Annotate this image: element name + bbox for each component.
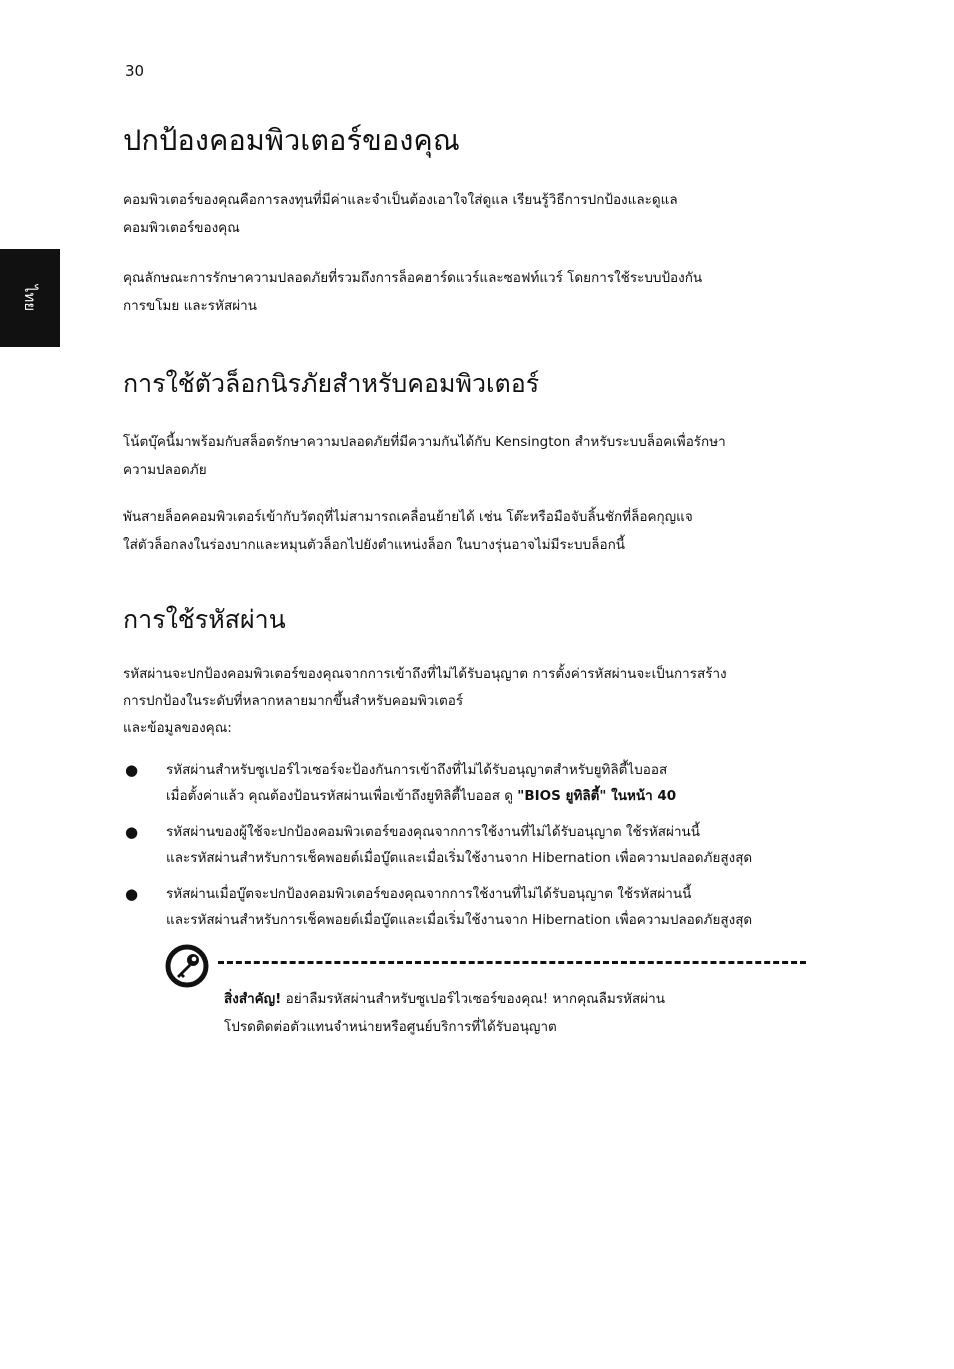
bullet-3-line1: รหัสผ่านเมื่อบู๊ตจะปกป้องคอมพิวเตอร์ของคุณจากการใช้งานที่ไม่ได้รับอนุญาต ใช้รหัสผ่านนี้ <box>166 886 692 902</box>
note-divider <box>218 961 806 964</box>
section-heading-password: การใช้รหัสผ่าน <box>123 605 286 634</box>
page-number: 30 <box>125 62 145 80</box>
list-item <box>123 819 823 871</box>
note-line1: อย่าลืมรหัสผ่านสำหรับซูเปอร์ไวเซอร์ของคุณ! หากคุณลืมรหัสผ่าน <box>281 991 665 1007</box>
lock-p2-line1: พันสายล็อคคอมพิวเตอร์เข้ากับวัตถุที่ไม่สามารถเคลื่อนย้ายได้ เช่น โต๊ะหรือมือจับลิ้นชักที่ล็อคกุญแจ <box>123 509 693 525</box>
password-intro-line1: รหัสผ่านจะปกป้องคอมพิวเตอร์ของคุณจากการเข้าถึงที่ไม่ได้รับอนุญาต การตั้งค่ารหัสผ่านจะเป็นการสร้าง <box>123 666 727 682</box>
password-intro-line2: การปกป้องในระดับที่หลากหลายมากขึ้นสำหรับคอมพิวเตอร์ <box>123 693 464 709</box>
important-note <box>224 985 814 1041</box>
list-item <box>123 757 823 809</box>
password-intro-line3: และข้อมูลของคุณ: <box>123 720 232 736</box>
intro-p1-line1: คอมพิวเตอร์ของคุณคือการลงทุนที่มีค่าและจำเป็นต้องเอาใจใส่ดูแล เรียนรู้วิธีการปกป้องและดูแล <box>123 192 678 208</box>
language-tab-label: ไทย <box>20 284 39 312</box>
bios-utility-link[interactable]: "BIOS ยูทิลิตี้" ในหน้า 40 <box>517 788 677 804</box>
password-bullet-list <box>123 757 823 943</box>
lock-p2-line2: ใส่ตัวล็อกลงในร่องบากและหมุนตัวล็อกไปยังตำแหน่งล็อก ในบางรุ่นอาจไม่มีระบบล็อกนี้ <box>123 537 625 553</box>
intro-paragraph-2 <box>123 264 813 320</box>
bullet-1-line2: เมื่อตั้งค่าแล้ว คุณต้องป้อนรหัสผ่านเพื่อเข้าถึงยูทิลิตี้ไบออส ดู <box>166 788 518 804</box>
intro-paragraph-1 <box>123 186 813 242</box>
lock-p1-line1: โน้ตบุ๊คนี้มาพร้อมกับสล็อตรักษาความปลอดภัยที่มีความกันได้กับ Kensington สำหรับระบบล็อคเพื่อรักษา <box>123 434 726 450</box>
bullet-3-line2: และรหัสผ่านสำหรับการเช็คพอยต์เมื่อบู๊ตและเมื่อเริ่มใช้งานจาก Hibernation เพื่อความปลอดภัยสูงสุด <box>166 912 753 928</box>
page-title: ปกป้องคอมพิวเตอร์ของคุณ <box>123 123 460 157</box>
lock-paragraph-1 <box>123 428 813 484</box>
bullet-icon: ● <box>125 823 139 841</box>
password-intro <box>123 661 813 742</box>
list-item <box>123 881 823 933</box>
intro-p2-line2: การขโมย และรหัสผ่าน <box>123 298 257 314</box>
language-tab <box>0 249 60 347</box>
note-line2: โปรดติดต่อตัวแทนจำหน่ายหรือศูนย์บริการที่ได้รับอนุญาต <box>224 1019 557 1035</box>
bullet-icon: ● <box>125 885 139 903</box>
bullet-2-line2: และรหัสผ่านสำหรับการเช็คพอยต์เมื่อบู๊ตและเมื่อเริ่มใช้งานจาก Hibernation เพื่อความปลอดภัยสูงสุด <box>166 850 753 866</box>
intro-p2-line1: คุณลักษณะการรักษาความปลอดภัยที่รวมถึงการล็อคฮาร์ดแวร์และซอฟท์แวร์ โดยการใช้ระบบป้องกัน <box>123 270 703 286</box>
lock-p1-line2: ความปลอดภัย <box>123 462 207 478</box>
key-icon <box>165 944 209 988</box>
section-heading-lock: การใช้ตัวล็อกนิรภัยสำหรับคอมพิวเตอร์ <box>123 369 540 398</box>
bullet-1-line1: รหัสผ่านสำหรับซูเปอร์ไวเซอร์จะป้องกันการเข้าถึงที่ไม่ได้รับอนุญาตสำหรับยูทิลิตี้ไบออส <box>166 762 668 778</box>
bullet-icon: ● <box>125 761 139 779</box>
note-label: สิ่งสำคัญ! <box>224 991 282 1007</box>
intro-p1-line2: คอมพิวเตอร์ของคุณ <box>123 220 240 236</box>
lock-paragraph-2 <box>123 503 813 559</box>
bullet-2-line1: รหัสผ่านของผู้ใช้จะปกป้องคอมพิวเตอร์ของคุณจากการใช้งานที่ไม่ได้รับอนุญาต ใช้รหัสผ่านนี้ <box>166 824 700 840</box>
